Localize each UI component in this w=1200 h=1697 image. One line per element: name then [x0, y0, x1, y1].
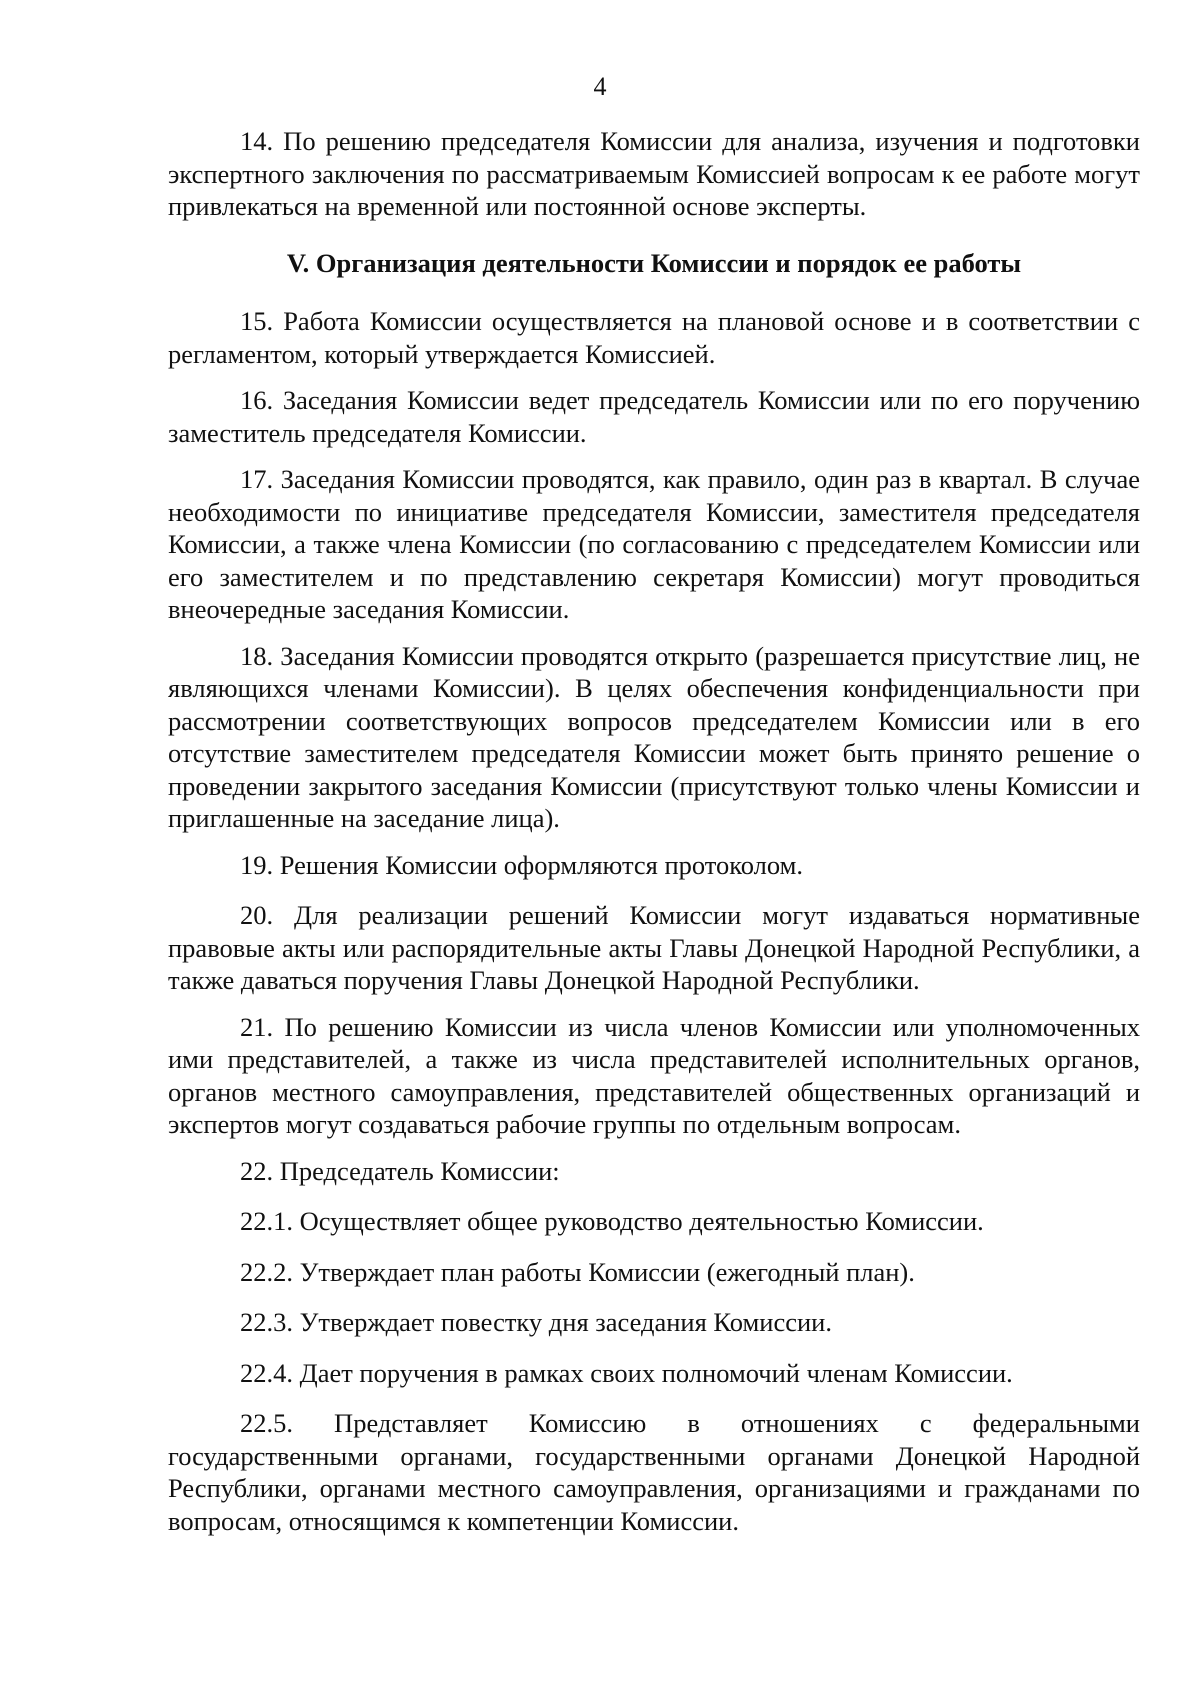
paragraph-17: 17. Заседания Комиссии проводятся, как правило, один раз в квартал. В случае необходимости по инициативе председателя Комиссии, заместителя председателя Комиссии, а также члена Комиссии (по согласованию с председателем Комиссии или его заместителем и по представлению секретаря Комиссии) могут проводиться внеочередные заседания Комиссии.: [168, 464, 1140, 624]
paragraph-18: 18. Заседания Комиссии проводятся открыто (разрешается присутствие лиц, не являющихся членами Комиссии). В целях обеспечения конфиденциальности при рассмотрении соответствующих вопросов председателем Комиссии или в его отсутствие заместителем председателя Комиссии может быть принято решение о проведении закрытого заседания Комиссии (присутствуют только члены Комиссии и приглашенные на заседание лица).: [168, 640, 1140, 833]
paragraph-21: 21. По решению Комиссии из числа членов Комиссии или уполномоченных ими представителей, а также из числа представителей исполнительных органов, органов местного самоуправления, представителей общественных организаций и экспертов могут создаваться рабочие группы по отдельным вопросам.: [168, 1011, 1140, 1139]
paragraph-22: 22. Председатель Комиссии:: [240, 1155, 560, 1186]
paragraph-16: 16. Заседания Комиссии ведет председатель Комиссии или по его поручению заместитель председателя Комиссии.: [168, 385, 1140, 448]
paragraph-22-3: 22.3. Утверждает повестку дня заседания Комиссии.: [240, 1307, 832, 1337]
paragraph-20: 20. Для реализации решений Комиссии могут издаваться нормативные правовые акты или распорядительные акты Главы Донецкой Народной Республики, а также даваться поручения Главы Донецкой Народной Республики.: [168, 900, 1140, 995]
paragraph-22-1: 22.1. Осуществляет общее руководство деятельностью Комиссии.: [240, 1206, 984, 1236]
paragraph-22-2: 22.2. Утверждает план работы Комиссии (ежегодный план).: [240, 1256, 915, 1287]
page-number: 4: [593, 72, 607, 101]
document-body: [168, 125, 1140, 1551]
paragraph-15: 15. Работа Комиссии осуществляется на плановой основе и в соответствии с регламентом, который утверждается Комиссией.: [168, 306, 1140, 369]
paragraph-22-4: 22.4. Дает поручения в рамках своих полномочий членам Комиссии.: [240, 1357, 1013, 1388]
section-heading: V. Организация деятельности Комиссии и порядок ее работы: [286, 247, 1022, 278]
paragraph-14: 14. По решению председателя Комиссии для анализа, изучения и подготовки экспертного заключения по рассматриваемым Комиссией вопросам к ее работе могут привлекаться на временной или постоянной основе эксперты.: [168, 126, 1140, 221]
paragraph-19: 19. Решения Комиссии оформляются протоколом.: [240, 849, 804, 880]
paragraph-22-5: 22.5. Представляет Комиссию в отношениях с федеральными государственными органами, государственными органами Донецкой Народной Республики, органами местного самоуправления, организациями и гражданами по вопросам, относящимся к компетенции Комиссии.: [168, 1408, 1140, 1536]
